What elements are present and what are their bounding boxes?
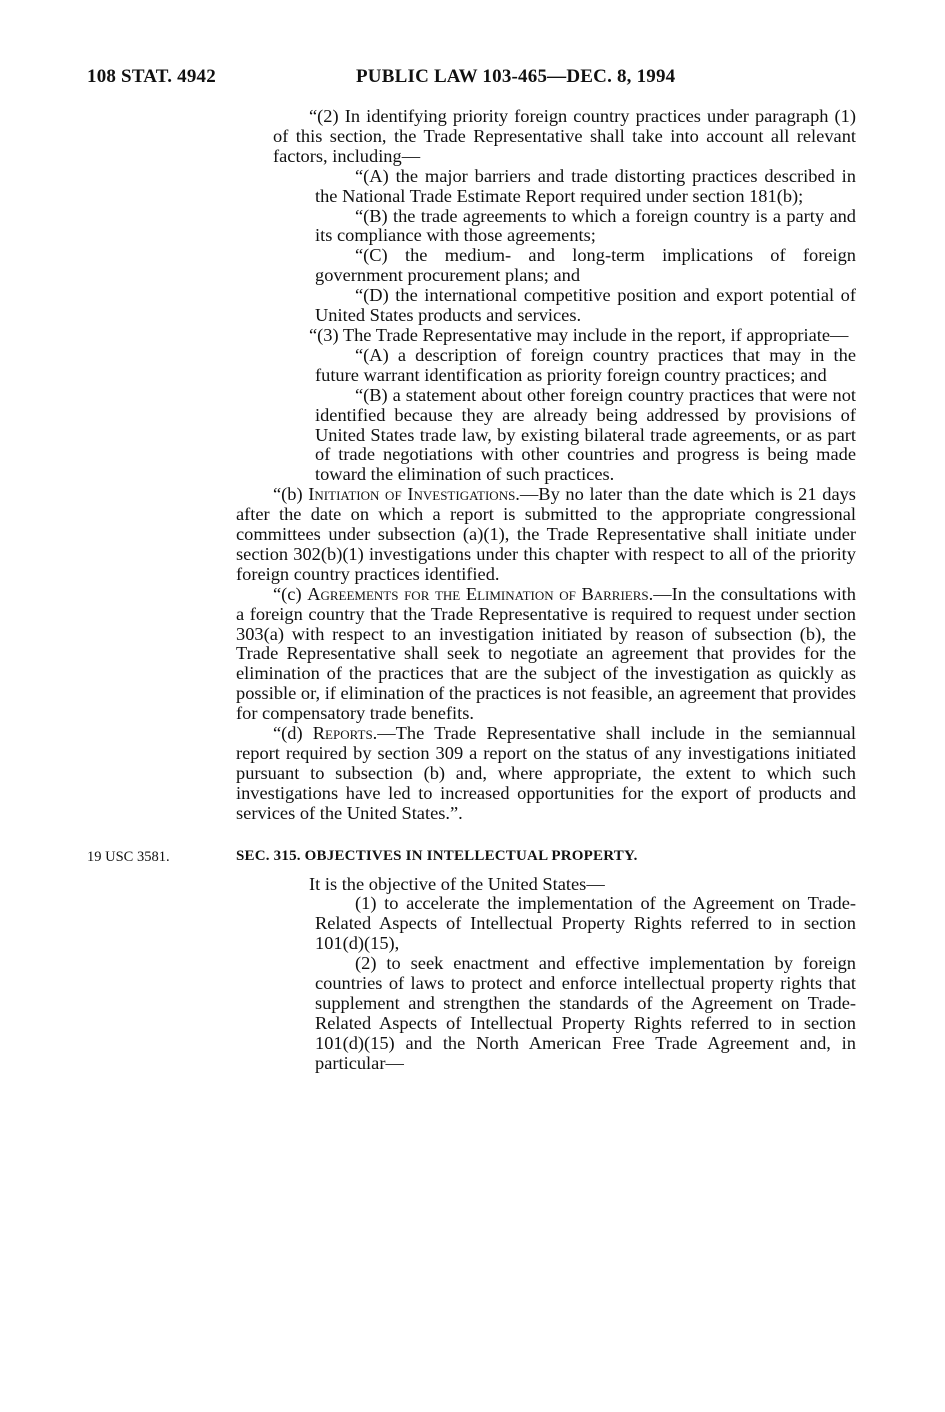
paragraph-2: “(2) In identifying priority foreign country practices under paragraph (1) of this section, the Trade Representative shall take into account all relevant factors, including—: [273, 106, 856, 166]
subparagraph-2a: “(A) the major barriers and trade distorting practices described in the National Trade Estimate Report required under section 181(b);: [315, 165, 856, 206]
subsection-c-heading: Agreements for the Elimination of Barriers.: [307, 583, 654, 604]
subsection-c-text: —In the consultations with a foreign country that the Trade Representative is required to request under section 303(a) with respect to an investigation initiated by reason of subsection (b), the Trade Representative shall seek to negotiate an agreement that provides for the elimination of the practices that are the subject of the investigation as quickly as possible or, if elimination of the practices is not feasible, an agreement that provides for compensatory trade benefits.: [236, 583, 856, 724]
subsection-c: [236, 585, 856, 724]
subparagraph-3b: “(B) a statement about other foreign country practices that were not identified because they are already being addressed by provisions of United States trade law, by existing bilateral trade agreements, or as part of trade negotiations with other countries and progress is being made toward the elimination of such practices.: [315, 384, 856, 485]
subsection-b: [236, 485, 856, 585]
subparagraph-3a: “(A) a description of foreign country practices that may in the future warrant identification as priority foreign country practices; and: [315, 344, 856, 385]
statute-body: [87, 106, 856, 1074]
subparagraph-2d: “(D) the international competitive position and export potential of United States products and services.: [315, 285, 856, 326]
page-stat-citation: 108 STAT. 4942: [87, 66, 216, 87]
section-intro: It is the objective of the United States—: [309, 873, 605, 894]
section-item-2: (2) to seek enactment and effective implementation by foreign countries of laws to protect and enforce intellectual property rights that supplement and strengthen the standards of the Agreement on Trade-Related Aspects of Intellectual Property Rights referred to in section 101(d)(15) and the North American Free Trade Agreement and, in particular—: [315, 953, 856, 1073]
subsection-b-heading: Initiation of Investigations.: [308, 484, 520, 505]
subsection-b-text: —By no later than the date which is 21 days after the date on which a report is submitted to the appropriate congressional committees under subsection (a)(1), the Trade Representative shall initiate under section 302(b)(1) investigations under this chapter with respect to all of the priority foreign country practices identified.: [236, 484, 856, 584]
section-heading: SEC. 315. OBJECTIVES IN INTELLECTUAL PROPERTY.: [236, 847, 638, 864]
subsection-c-prefix: “(c): [273, 583, 308, 604]
section-item-1: (1) to accelerate the implementation of the Agreement on Trade-Related Aspects of Intellectual Property Rights referred to in section 101(d)(15),: [315, 893, 856, 954]
subsection-d: [236, 724, 856, 824]
subsection-d-heading: Reports.: [312, 723, 378, 744]
paragraph-3: “(3) The Trade Representative may include in the report, if appropriate—: [309, 324, 849, 345]
subsection-d-prefix: “(d): [273, 723, 313, 744]
subsection-b-prefix: “(b): [273, 484, 309, 505]
subsection-d-text: —The Trade Representative shall include in the semiannual report required by section 309 a report on the status of any investigations initiated pursuant to subsection (b) and, where appropriate, the extent to which such investigations have led to increased opportunities for the export of products and services of the United States.”.: [236, 723, 856, 823]
subparagraph-2c: “(C) the medium- and long-term implications of foreign government procurement plans; and: [315, 245, 856, 286]
section-315: [87, 847, 856, 1074]
usc-margin-note: 19 USC 3581.: [87, 848, 170, 865]
subparagraph-2b: “(B) the trade agreements to which a foreign country is a party and its compliance with those agreements;: [315, 205, 856, 246]
page-running-head: PUBLIC LAW 103-465—DEC. 8, 1994: [356, 66, 676, 87]
